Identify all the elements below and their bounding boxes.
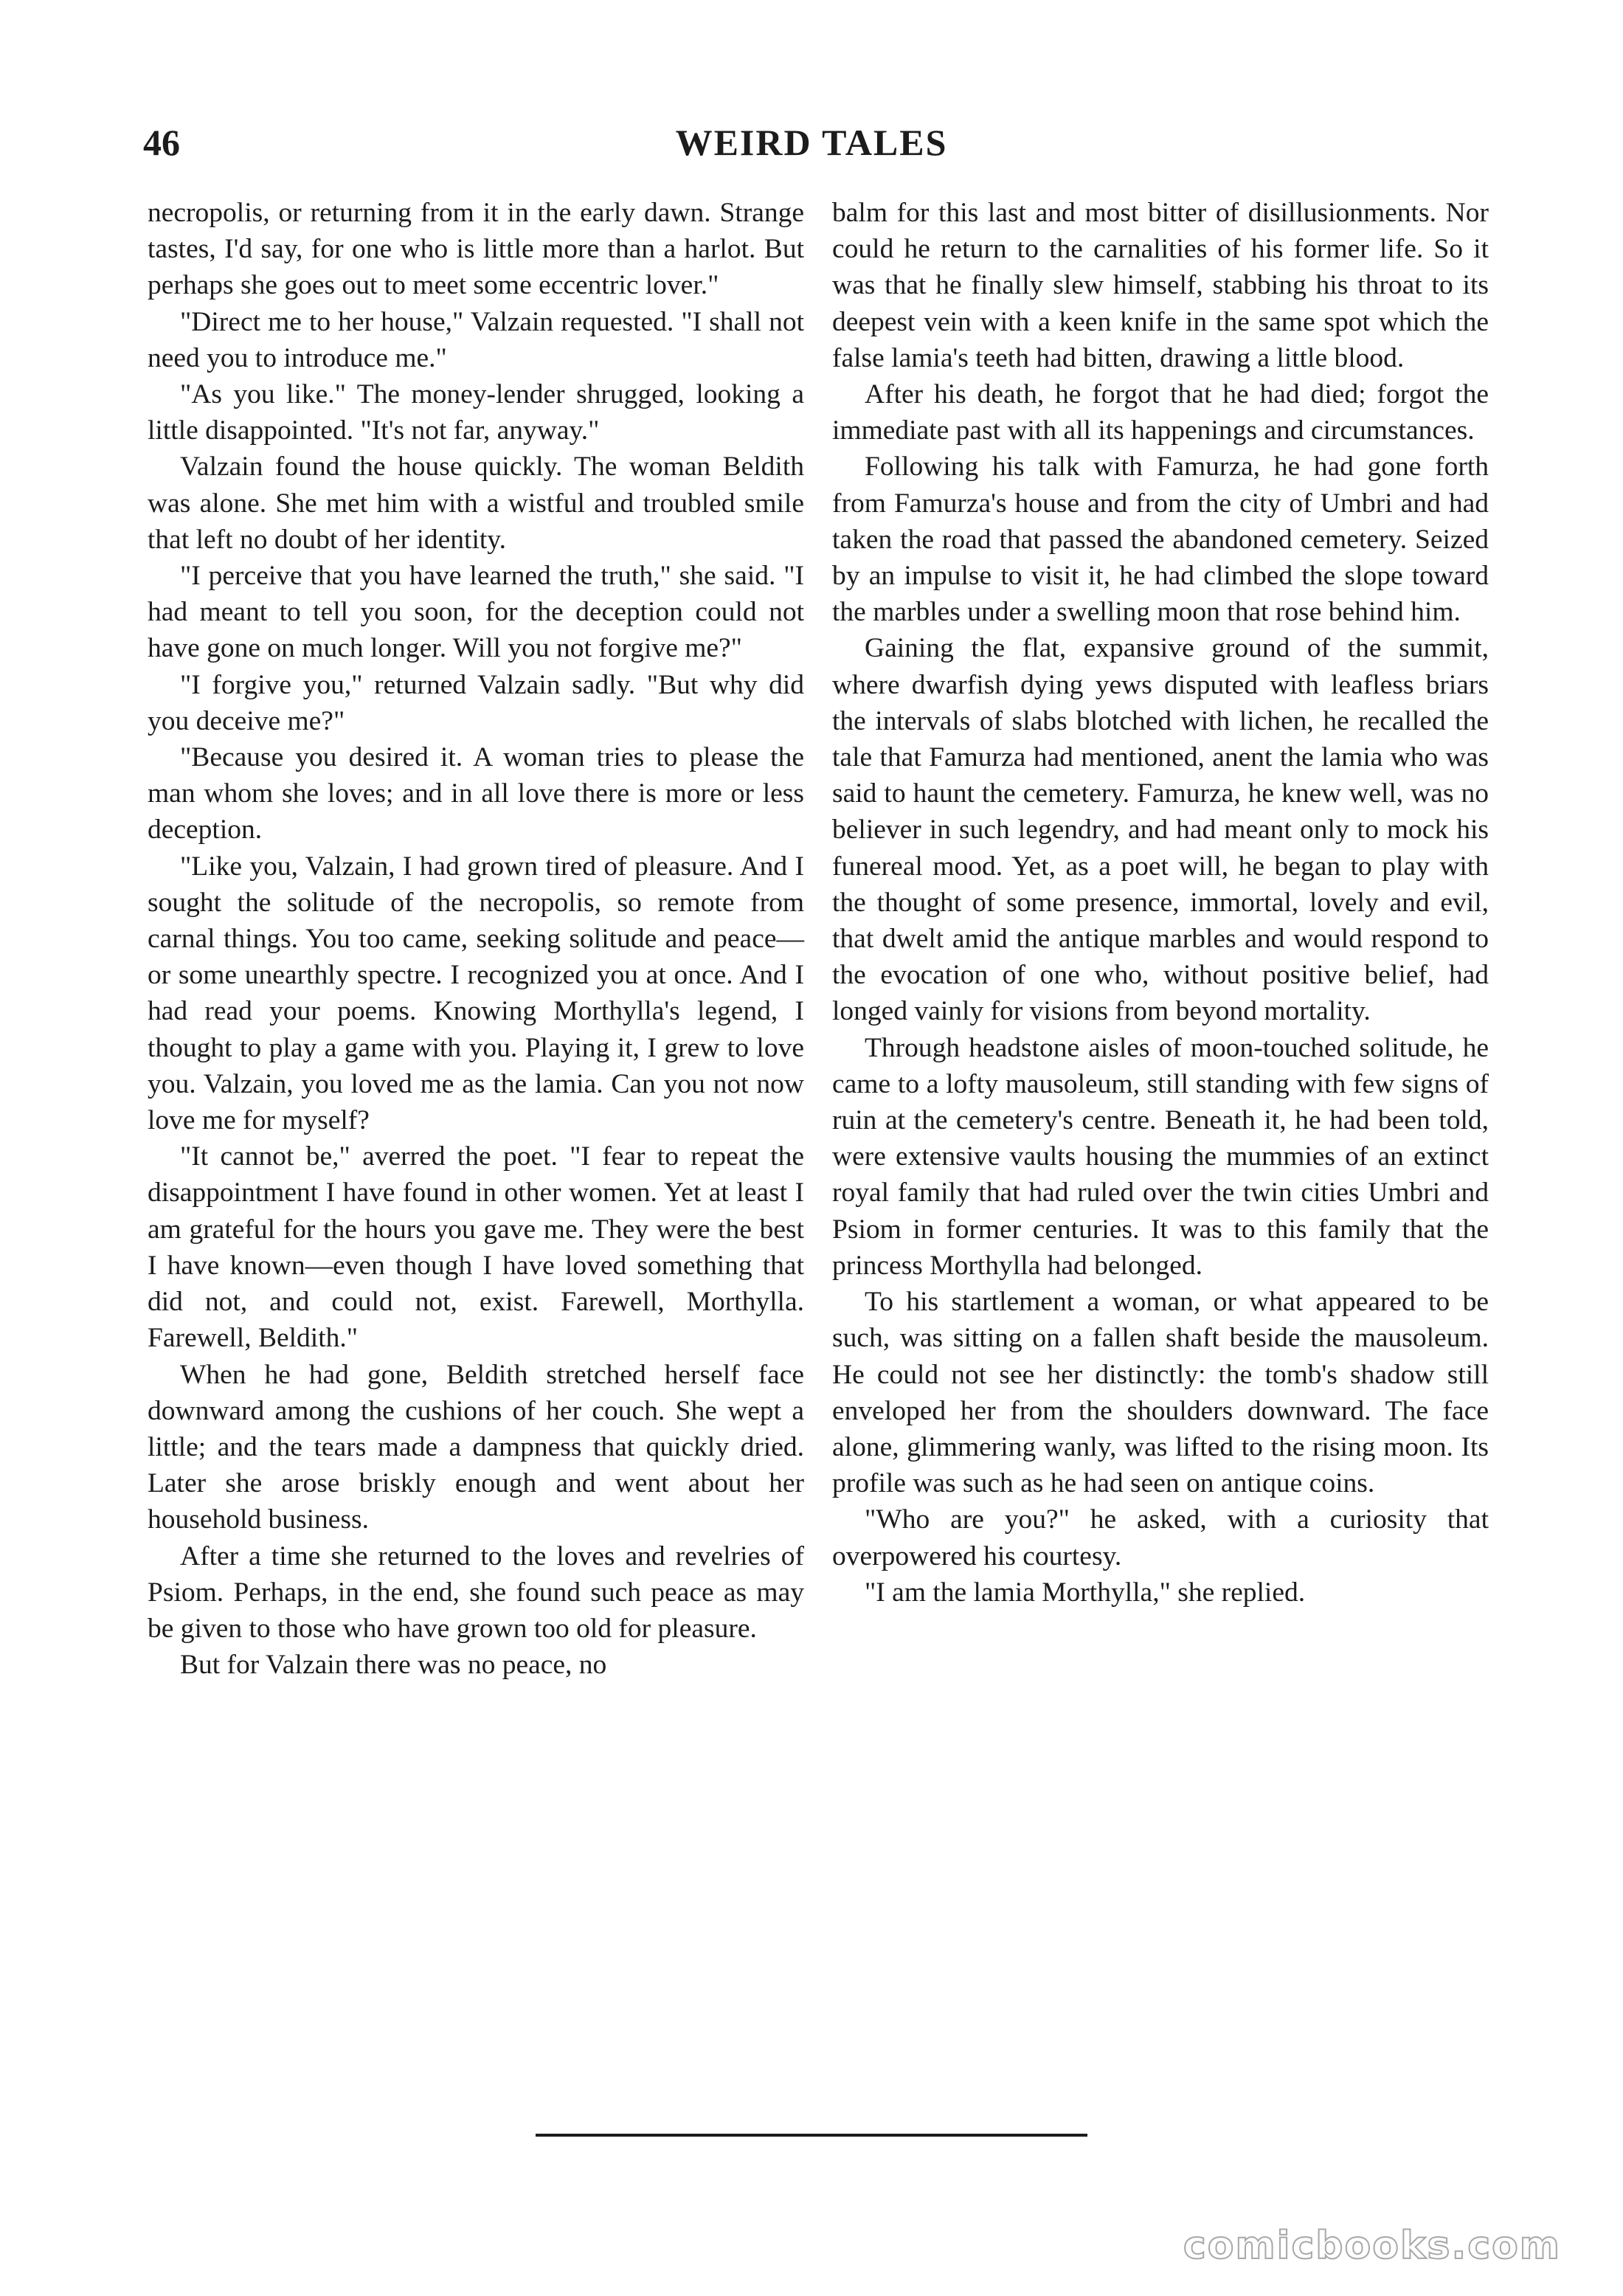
paragraph: balm for this last and most bitter of disillusionments. Nor could he return to the carnalities of his former life. So it was that he finally slew himself, stabbing his throat to its deepest vein with a keen knife in the same spot which the false lamia's teeth had bitten, drawing a little blood. — [832, 198, 1489, 373]
paragraph: Valzain found the house quickly. The woman Beldith was alone. She met him with a wistful and troubled smile that left no doubt of her identity. — [148, 452, 804, 555]
paragraph: "Because you desired it. A woman tries to please the man whom she loves; and in all love there is more or less deception. — [148, 742, 804, 846]
paragraph: Gaining the flat, expansive ground of the summit, where dwarfish dying yews disputed with leafless briars the intervals of slabs blotched with lichen, he recalled the tale that Famurza had mentioned, anent the lamia who was said to haunt the cemetery. Famurza, he knew well, was no believer in such legendry, and had meant only to mock his funereal mood. Yet, as a poet will, he began to play with the thought of some presence, immortal, lovely and evil, that dwelt amid the antique marbles and would respond to the evocation of one who, without positive belief, had longed vainly for visions from beyond mortality. — [832, 633, 1489, 1027]
watermark: comicbooks.com — [1183, 2224, 1561, 2268]
paragraph: Through headstone aisles of moon-touched solitude, he came to a lofty mausoleum, still standing with few signs of ruin at the cemetery's centre. Beneath it, he had been told, were extensive vaults housing the mummies of an extinct royal family that had ruled over the twin cities Umbri and Psiom in former centuries. It was to this family that the princess Morthylla had belonged. — [832, 1032, 1489, 1281]
page-number: 46 — [143, 122, 180, 163]
paragraph: "I am the lamia Morthylla," she replied. — [865, 1577, 1306, 1608]
magazine-title: WEIRD TALES — [675, 122, 948, 163]
paragraph: Following his talk with Famurza, he had gone forth from Famurza's house and from the city of Umbri and had taken the road that passed the abandoned cemetery. Seized by an impulse to visit it, he had climbed the slope toward the marbles under a swelling moon that rose behind him. — [832, 452, 1489, 628]
paragraph: "As you like." The money-lender shrugged, looking a little disappointed. "It's not far, anyway." — [148, 379, 804, 446]
paragraph: "I forgive you," returned Valzain sadly. "But why did you deceive me?" — [148, 669, 804, 736]
paragraph: necropolis, or returning from it in the early dawn. Strange tastes, I'd say, for one who is little more than a harlot. But perhaps she goes out to meet some eccentric lover." — [148, 198, 804, 301]
paragraph: "I perceive that you have learned the truth," she said. "I had meant to tell you soon, for the deception could not have gone on much longer. Will you not forgive me?" — [148, 561, 804, 664]
paragraph: After his death, he forgot that he had died; forgot the immediate past with all its happenings and circumstances. — [832, 379, 1489, 446]
paragraph: To his startlement a woman, or what appeared to be such, was sitting on a fallen shaft beside the mausoleum. He could not see her distinctly: the tomb's shadow still enveloped her from the shoulders downward. The face alone, glimmering wanly, was lifted to the rising moon. Its profile was such as he had seen on antique coins. — [832, 1287, 1489, 1499]
paragraph: After a time she returned to the loves and revelries of Psiom. Perhaps, in the end, she found such peace as may be given to those who have grown too old for pleasure. — [148, 1541, 804, 1644]
paragraph: "Who are you?" he asked, with a curiosity that overpowered his courtesy. — [832, 1504, 1489, 1571]
section-end-rule — [536, 2134, 1087, 2137]
paragraph: When he had gone, Beldith stretched herself face downward among the cushions of her couch. She wept a little; and the tears made a dampness that quickly dried. Later she arose briskly enough and went about her household business. — [148, 1359, 804, 1535]
paragraph: But for Valzain there was no peace, no — [180, 1650, 607, 1681]
left-column — [148, 195, 804, 1683]
paragraph: "Like you, Valzain, I had grown tired of pleasure. And I sought the solitude of the necropolis, so remote from carnal things. You too came, seeking solitude and peace—or some unearthly spectre. I recognized you at once. And I had read your poems. Knowing Morthylla's legend, I thought to play a game with you. Playing it, I grew to love you. Valzain, you loved me as the lamia. Can you not now love me for myself? — [148, 851, 804, 1136]
right-column — [832, 195, 1489, 1611]
paragraph: "Direct me to her house," Valzain requested. "I shall not need you to introduce me." — [148, 306, 804, 373]
paragraph: "It cannot be," averred the poet. "I fear to repeat the disappointment I have found in other women. Yet at least I am grateful for the hours you gave me. They were the best I have known—even though I have loved something that did not, and could not, exist. Farewell, Morthylla. Farewell, Beldith." — [148, 1141, 804, 1354]
